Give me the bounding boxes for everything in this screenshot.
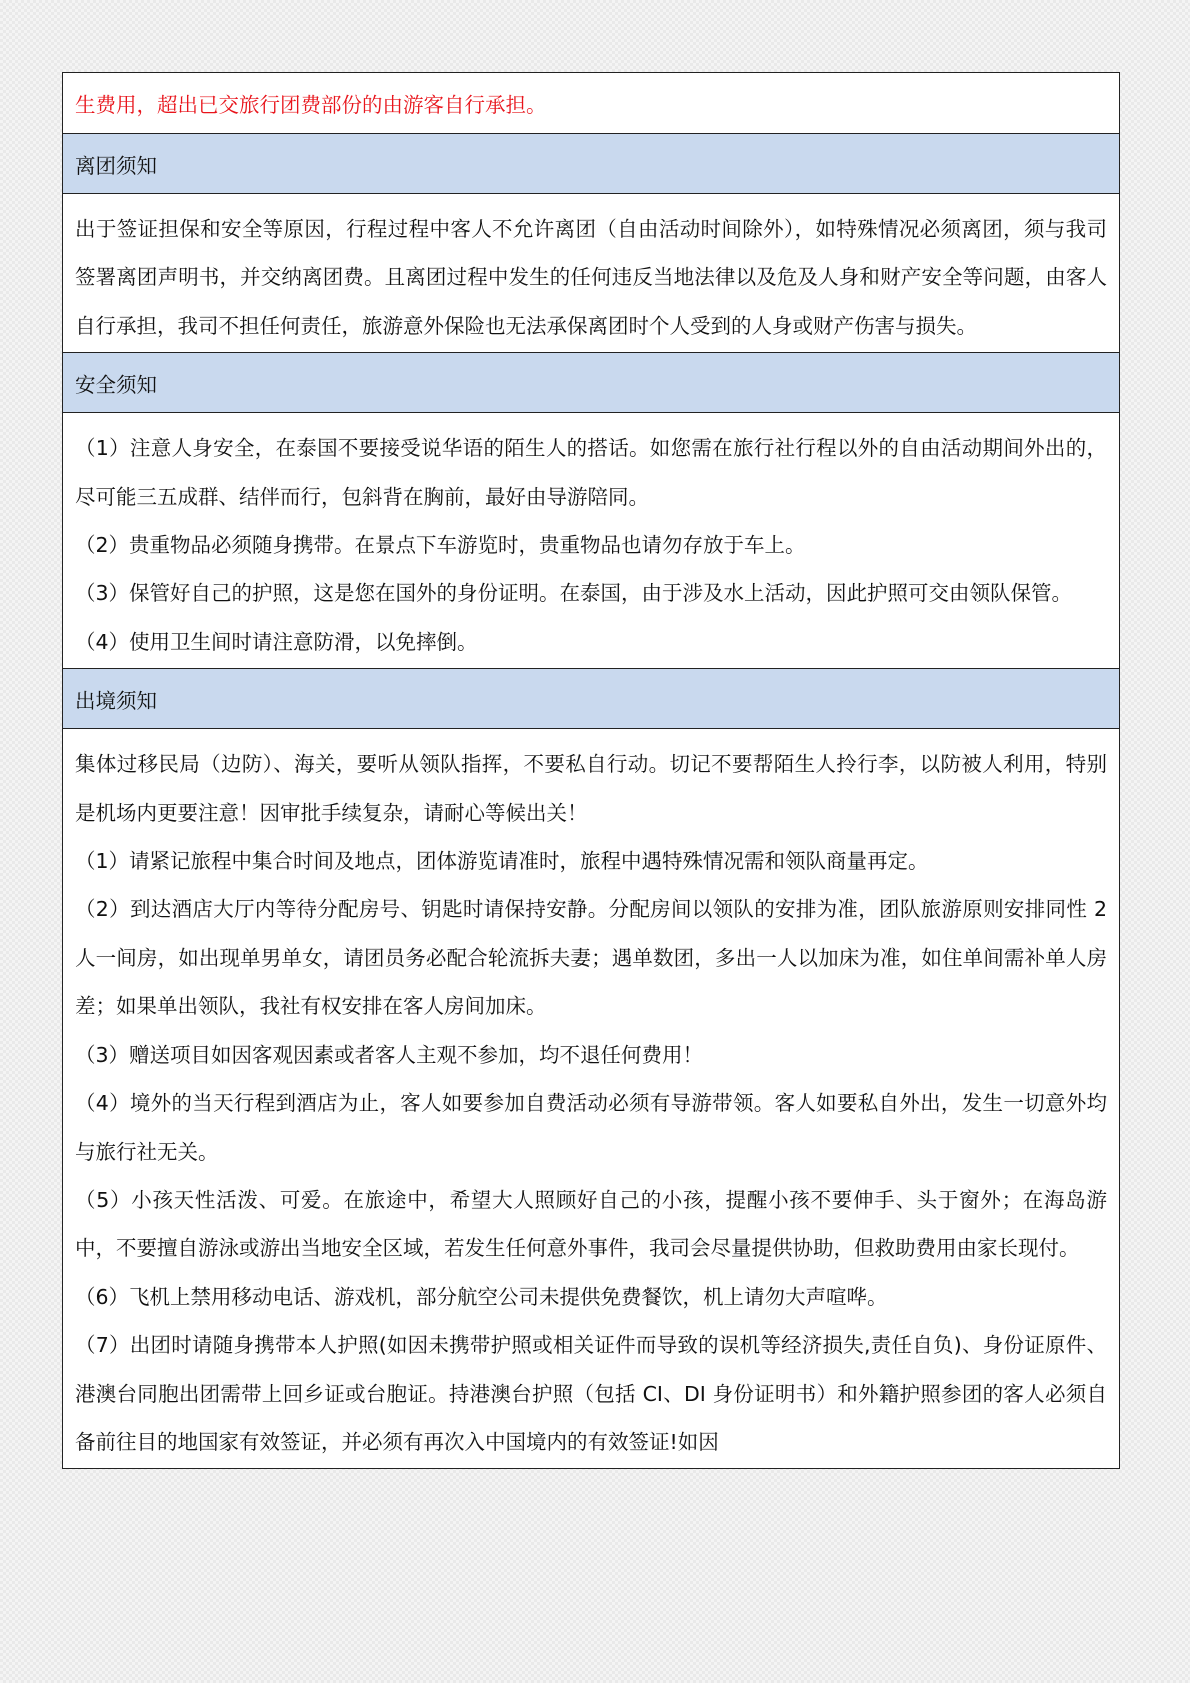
paragraph: （2）到达酒店大厅内等待分配房号、钥匙时请保持安静。分配房间以领队的安排为准，团队旅游原则安排同性 2 人一间房，如出现单男单女，请团员务必配合轮流拆夫妻；遇单数团，多出一人以加床为准，如住单间需补单人房差；如果单出领队，我社有权安排在客人房间加床。 <box>75 897 1107 1019</box>
section-content-safety <box>63 412 1119 668</box>
section-title-safety: 安全须知 <box>75 372 157 397</box>
section-header-safety <box>63 352 1119 412</box>
continued-note-row <box>63 73 1119 133</box>
notice-table <box>62 72 1120 1469</box>
section-header-exit <box>63 668 1119 728</box>
paragraph: （3）保管好自己的护照，这是您在国外的身份证明。在泰国，由于涉及水上活动，因此护照可交由领队保管。 <box>75 581 1073 606</box>
continued-note-text: 生费用，超出已交旅行团费部份的由游客自行承担。 <box>75 93 547 117</box>
paragraph: （4）使用卫生间时请注意防滑，以免摔倒。 <box>75 629 478 654</box>
paragraph: （1）注意人身安全，在泰国不要接受说华语的陌生人的搭话。如您需在旅行社行程以外的自由活动期间外出的，尽可能三五成群、结伴而行，包斜背在胸前，最好由导游陪同。 <box>75 436 1107 509</box>
section-content-leave <box>63 193 1119 352</box>
paragraph: （1）请紧记旅程中集合时间及地点，团体游览请准时，旅程中遇特殊情况需和领队商量再定。 <box>75 849 929 874</box>
paragraph: 出于签证担保和安全等原因，行程过程中客人不允许离团（自由活动时间除外），如特殊情况必须离团，须与我司签署离团声明书，并交纳离团费。且离团过程中发生的任何违反当地法律以及危及人身和财产安全等问题，由客人自行承担，我司不担任何责任，旅游意外保险也无法承保离团时个人受到的人身或财产伤害与损失。 <box>75 217 1107 338</box>
paragraph: （2）贵重物品必须随身携带。在景点下车游览时，贵重物品也请勿存放于车上。 <box>75 533 806 558</box>
paragraph: （7）出团时请随身携带本人护照(如因未携带护照或相关证件而导致的误机等经济损失,责任自负)、身份证原件、港澳台同胞出团需带上回乡证或台胞证。持港澳台护照（包括 CI、DI 身份证明书）和外籍护照参团的客人必须自备前往目的地国家有效签证，并必须有再次入中国境内的有效签证!如因 <box>75 1333 1107 1454</box>
section-title-leave: 离团须知 <box>75 153 157 178</box>
section-header-leave <box>63 133 1119 193</box>
paragraph: （6）飞机上禁用移动电话、游戏机，部分航空公司未提供免费餐饮，机上请勿大声喧哗。 <box>75 1284 888 1309</box>
paragraph: 集体过移民局（边防）、海关，要听从领队指挥，不要私自行动。切记不要帮陌生人拎行李，以防被人利用，特别是机场内更要注意！因审批手续复杂，请耐心等候出关！ <box>75 752 1107 825</box>
paragraph: （5）小孩天性活泼、可爱。在旅途中，希望大人照顾好自己的小孩，提醒小孩不要伸手、头于窗外；在海岛游中，不要擅自游泳或游出当地安全区域，若发生任何意外事件，我司会尽量提供协助，但救助费用由家长现付。 <box>75 1187 1107 1261</box>
section-title-exit: 出境须知 <box>75 688 157 713</box>
section-content-exit <box>63 728 1119 1468</box>
paragraph: （3）赠送项目如因客观因素或者客人主观不参加，均不退任何费用！ <box>75 1042 704 1067</box>
paragraph: （4）境外的当天行程到酒店为止，客人如要参加自费活动必须有导游带领。客人如要私自外出，发生一切意外均与旅行社无关。 <box>75 1091 1107 1164</box>
